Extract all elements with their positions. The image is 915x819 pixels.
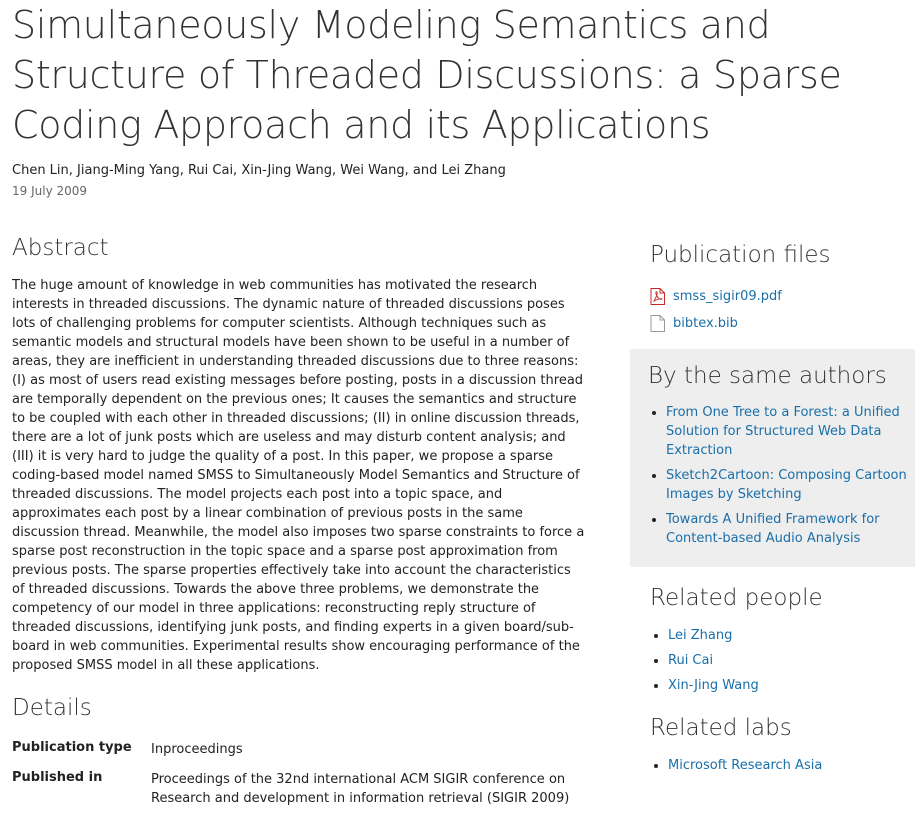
page-title: Simultaneously Modeling Semantics and Structure of Threaded Discussions: a Sparse Coding Approach and its Applications (12, 3, 842, 147)
same-authors-list (648, 403, 915, 554)
person-link[interactable]: Rui Cai (668, 653, 714, 668)
related-labs-list (650, 756, 822, 781)
publication-date: 19 July 2009 (12, 184, 88, 198)
details-row-type (12, 740, 581, 759)
same-author-pub-link[interactable]: Towards A Unified Framework for Content-based Audio Analysis (666, 512, 880, 546)
related-people-heading: Related people (650, 585, 823, 611)
file-link-pdf[interactable]: smss_sigir09.pdf (673, 289, 782, 304)
details-value: Proceedings of the 32nd international ACM SIGIR conference on Research and development in information retrieval (SIGIR 2009) (151, 772, 570, 806)
same-authors-heading: By the same authors (648, 363, 887, 389)
file-item (650, 310, 782, 337)
details-row-published-in (12, 770, 581, 808)
abstract-heading: Abstract (12, 235, 109, 261)
document-icon (650, 315, 665, 332)
lab-link[interactable]: Microsoft Research Asia (668, 758, 823, 773)
related-people-list (650, 626, 759, 701)
same-author-pub-link[interactable]: From One Tree to a Forest: a Unified Solution for Structured Web Data Extraction (666, 405, 900, 458)
list-item (668, 676, 759, 695)
list-item (668, 651, 759, 670)
publication-files-heading: Publication files (650, 242, 831, 268)
pdf-icon (650, 288, 665, 305)
file-link-bibtex[interactable]: bibtex.bib (673, 316, 738, 331)
details-value: Inproceedings (151, 742, 243, 757)
details-label: Published in (12, 770, 103, 785)
authors-line: Chen Lin, Jiang-Ming Yang, Rui Cai, Xin-Jing Wang, Wei Wang, and Lei Zhang (12, 163, 506, 178)
list-item (666, 466, 915, 504)
related-labs-heading: Related labs (650, 715, 792, 741)
details-heading: Details (12, 695, 92, 721)
person-link[interactable]: Xin-Jing Wang (668, 678, 759, 693)
person-link[interactable]: Lei Zhang (668, 628, 733, 643)
same-author-pub-link[interactable]: Sketch2Cartoon: Composing Cartoon Images by Sketching (666, 468, 907, 502)
abstract-text: The huge amount of knowledge in web communities has motivated the research interests in threaded discussions. The dynamic nature of threaded discussions poses lots of challenging problems for computer scientists. Although techniques such as semantic models and structural models have been shown to be useful in a number of areas, they are inefficient in understanding threaded discussions due to three reasons: (I) as most of users read existing messages before posting, posts in a discussion thread are temporally dependent on the previous ones; It causes the semantics and structure to be coupled with each other in threaded discussions; (II) in online discussion threads, there are a lot of junk posts which are useless and may disturb content analysis; and (III) it is very hard to judge the quality of a post. In this paper, we propose a sparse coding-based model named SMSS to Simultaneously Model Semantics and Structure of threaded discussions. The model projects each post into a topic space, and approximates each post by a linear combination of previous posts in the same discussion thread. Meanwhile, the model also imposes two sparse constraints to force a sparse post reconstruction in the topic space and a sparse post approximation from previous posts. The sparse properties effectively take into account the characteristics of threaded discussions. Towards the above three problems, we demonstrate the competency of our model in three applications: reconstructing reply structure of threaded discussions, identifying junk posts, and finding experts in a given board/sub-board in web communities. Experimental results show encouraging performance of the proposed SMSS model in all these applications. (12, 278, 585, 673)
list-item (666, 403, 915, 460)
details-table (12, 740, 581, 819)
publication-files-list (650, 283, 782, 337)
details-label: Publication type (12, 740, 132, 755)
list-item (668, 626, 759, 645)
list-item (666, 510, 915, 548)
file-item (650, 283, 782, 310)
list-item (668, 756, 822, 775)
